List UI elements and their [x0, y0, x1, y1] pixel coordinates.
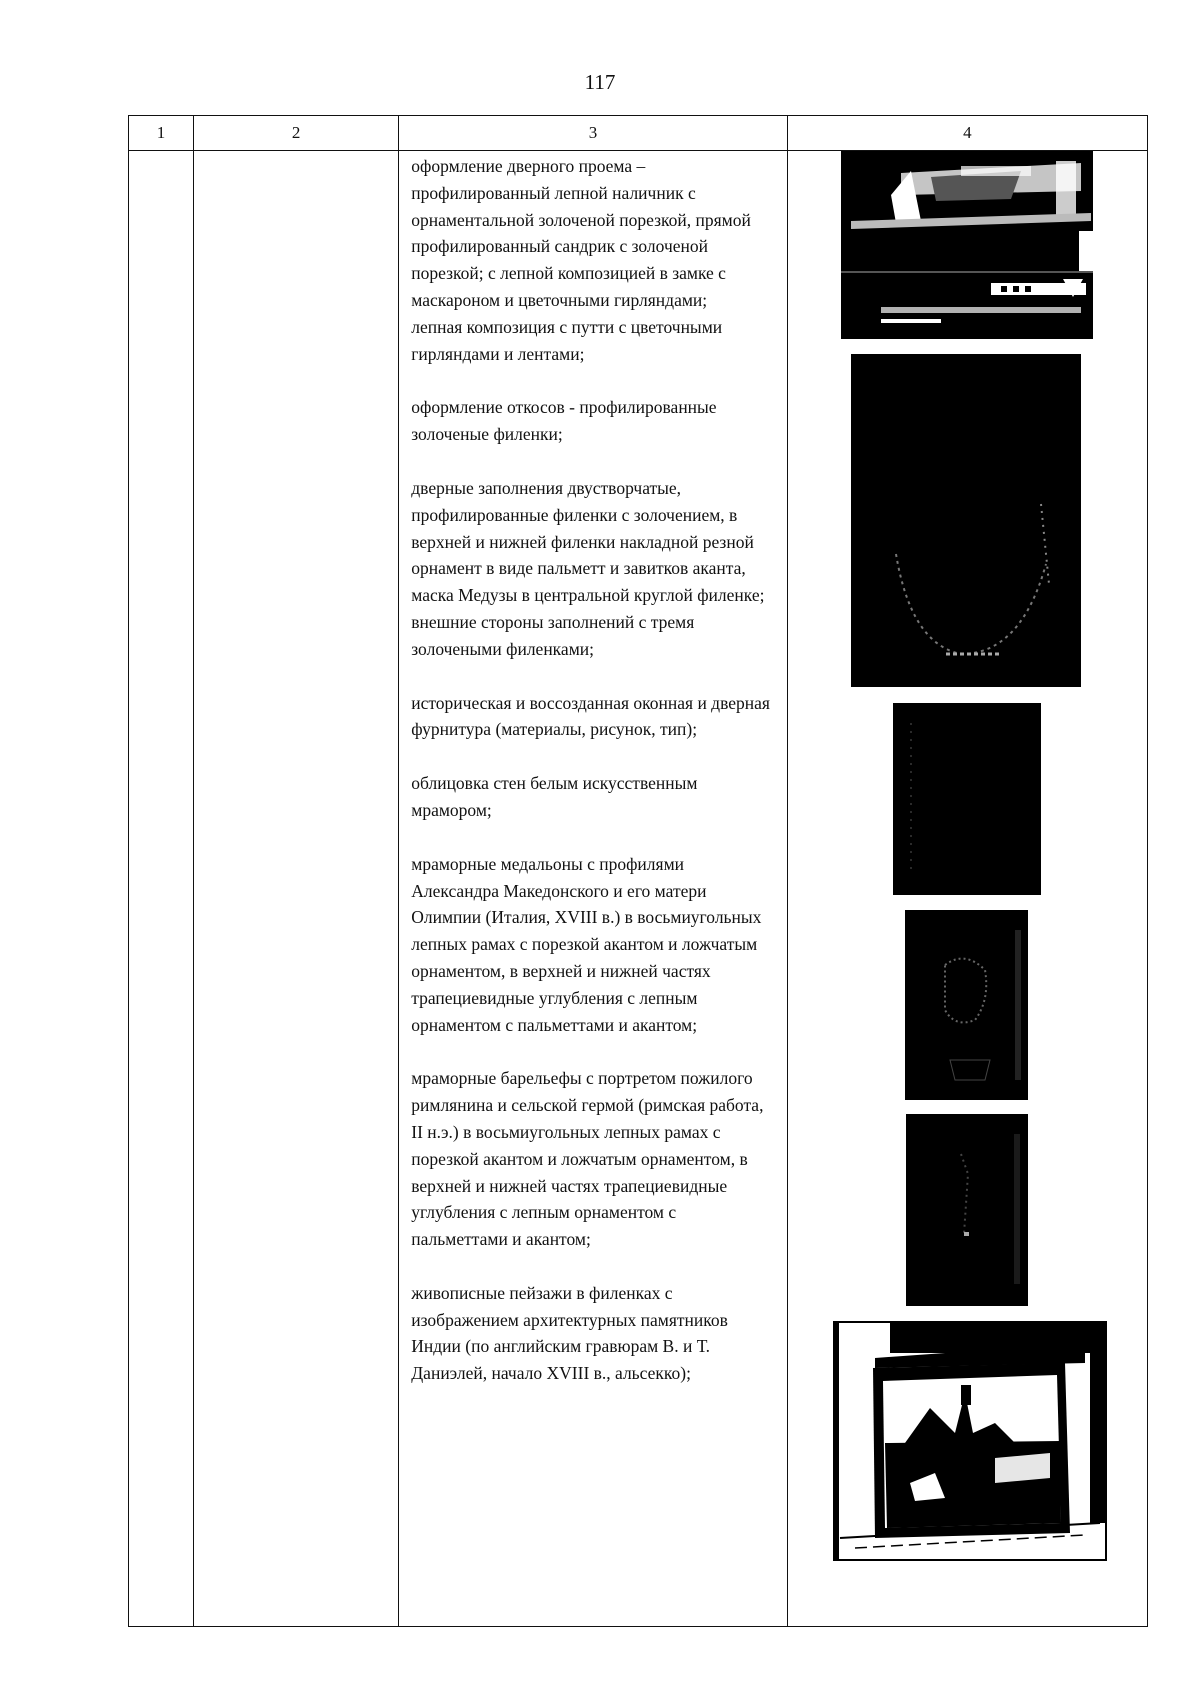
- paragraph-slopes: оформление откосов - профилированные золоченые филенки;: [411, 397, 717, 445]
- page-number: 117: [584, 70, 616, 94]
- description-cell: [399, 151, 787, 1627]
- photo-cell: [787, 151, 1147, 1627]
- document-table: [128, 115, 1148, 1627]
- paragraph-medallions: мраморные медальоны с профилями Александра Македонского и его матери Олимпии (Италия, XVIII в.) в восьмиугольных лепных рамах с порезкой акантом и ложчатым орнаментом, в верхней и нижней частях трапециевидные углубления с лепным орнаментом с пальметтами и акантом;: [411, 853, 762, 1035]
- cell-col-1: [129, 151, 194, 1627]
- paragraph-bas-reliefs: мраморные барельефы с портретом пожилого римлянина и сельской гермой (римская работа, II н.э.) в восьмиугольных лепных рамах с порезкой акантом и ложчатым орнаментом, в верхней и нижней частях трапециевидные углубления с лепным орнаментом с пальметтами и акантом;: [411, 1068, 764, 1250]
- photo-door-panel-image: [851, 354, 1081, 687]
- paragraph-landscapes: живописные пейзажи в филенках с изображением архитектурных памятников Индии (по английским гравюрам В. и Т. Даниэлей, начало XVIII в., альсекко);: [411, 1282, 728, 1384]
- header-cell-2: 2: [194, 116, 399, 151]
- table-row: [129, 151, 1148, 1627]
- cell-col-2: [194, 151, 399, 1627]
- photo-hardware-image: [893, 703, 1041, 895]
- header-cell-3: 3: [399, 116, 787, 151]
- header-cell-4: 4: [787, 116, 1147, 151]
- header-cell-1: 1: [129, 116, 194, 151]
- photo-medallion-image: [905, 910, 1028, 1100]
- photo-bas-relief-image: [906, 1114, 1028, 1306]
- paragraph-doorway: оформление дверного проема – профилированный лепной наличник с орнаментальной золоченой порезкой, прямой профилированный сандрик с золоченой порезкой; с лепной композицией в замке с маскароном и цветочными гирляндами; лепная композиция с путти с цветочными гирляндами и лентами;: [411, 156, 751, 364]
- paragraph-door-fillings: дверные заполнения двустворчатые, профилированные филенки с золочением, в верхней и нижней филенки накладной резной орнамент в виде пальметт и завитков аканта, маска Медузы в центральной круглой филенке; внешние стороны заполнений с тремя золочеными филенками;: [411, 477, 765, 659]
- photo-landscape-image: [833, 1321, 1107, 1561]
- table-header-row: [129, 116, 1148, 151]
- paragraph-wall-cladding: облицовка стен белым искусственным мрамором;: [411, 773, 698, 820]
- paragraph-hardware: историческая и воссозданная оконная и дверная фурнитура (материалы, рисунок, тип);: [411, 692, 770, 740]
- photo-doorway-image: [841, 151, 1093, 339]
